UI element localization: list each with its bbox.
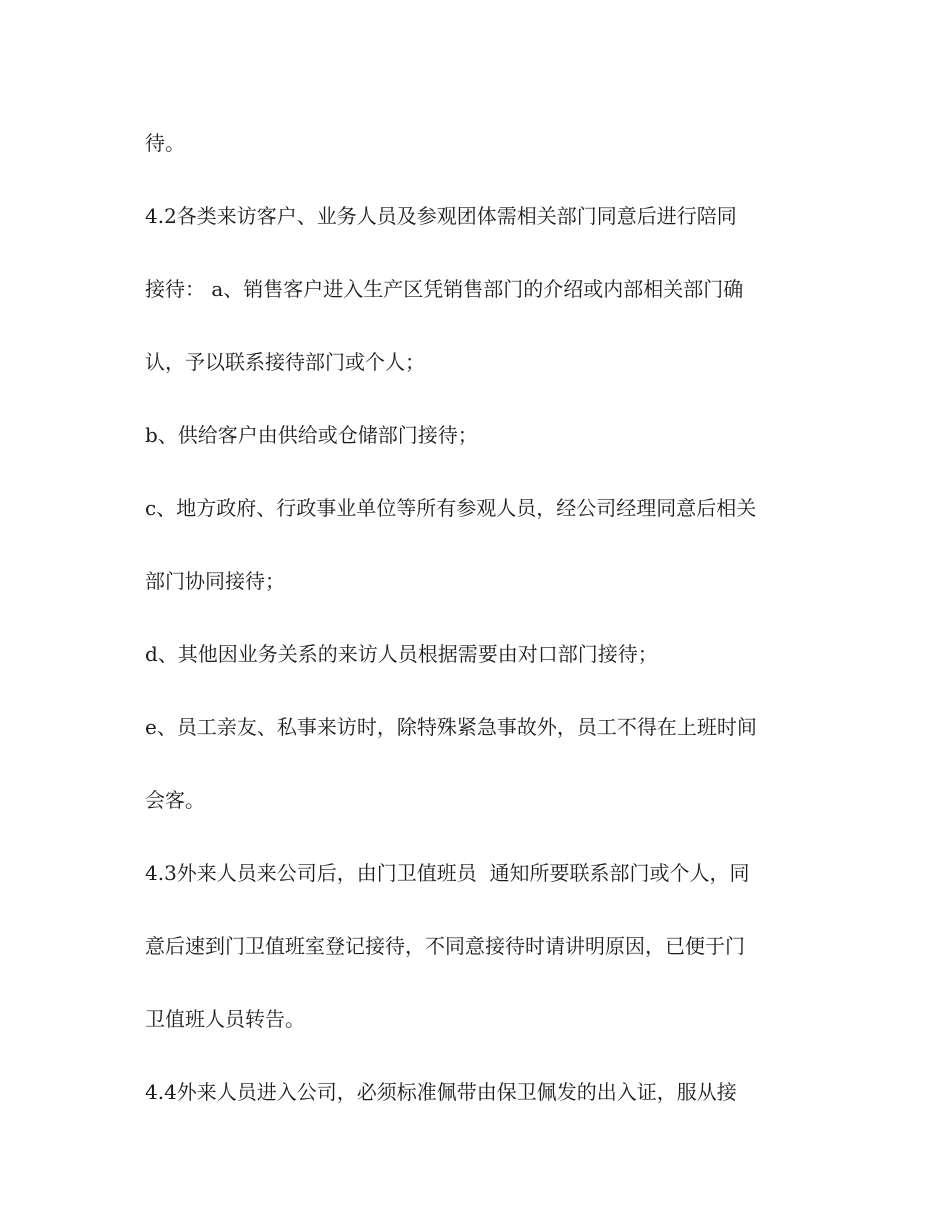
text-line: e、员工亲友、私事来访时，除特殊紧急事故外，员工不得在上班时间 xyxy=(145,715,757,739)
text-line: c、地方政府、行政事业单位等所有参观人员，经公司经理同意后相关 xyxy=(145,496,757,520)
text-line: 认，予以联系接待部门或个人； xyxy=(145,350,425,374)
text-line: d、其他因业务关系的来访人员根据需要由对口部门接待； xyxy=(145,642,658,666)
text-line: b、供给客户由供给或仓储部门接待； xyxy=(145,423,478,447)
text-line: 4.4外来人员进入公司，必须标准佩带由保卫佩发的出入证，服从接 xyxy=(145,1080,737,1104)
text-line: 4.2各类来访客户、业务人员及参观团体需相关部门同意后进行陪同 xyxy=(145,204,737,228)
text-line: 卫值班人员转告。 xyxy=(145,1007,305,1031)
text-line: 4.3外来人员来公司后，由门卫值班员 通知所要联系部门或个人，同 xyxy=(145,861,750,885)
text-line: 接待： a、销售客户进入生产区凭销售部门的介绍或内部相关部门确 xyxy=(145,277,744,301)
text-line: 会客。 xyxy=(145,788,205,812)
text-line: 部门协同接待； xyxy=(145,569,285,593)
text-line: 待。 xyxy=(145,131,185,155)
text-line: 意后速到门卫值班室登记接待，不同意接待时请讲明原因，已便于门 xyxy=(145,934,745,958)
